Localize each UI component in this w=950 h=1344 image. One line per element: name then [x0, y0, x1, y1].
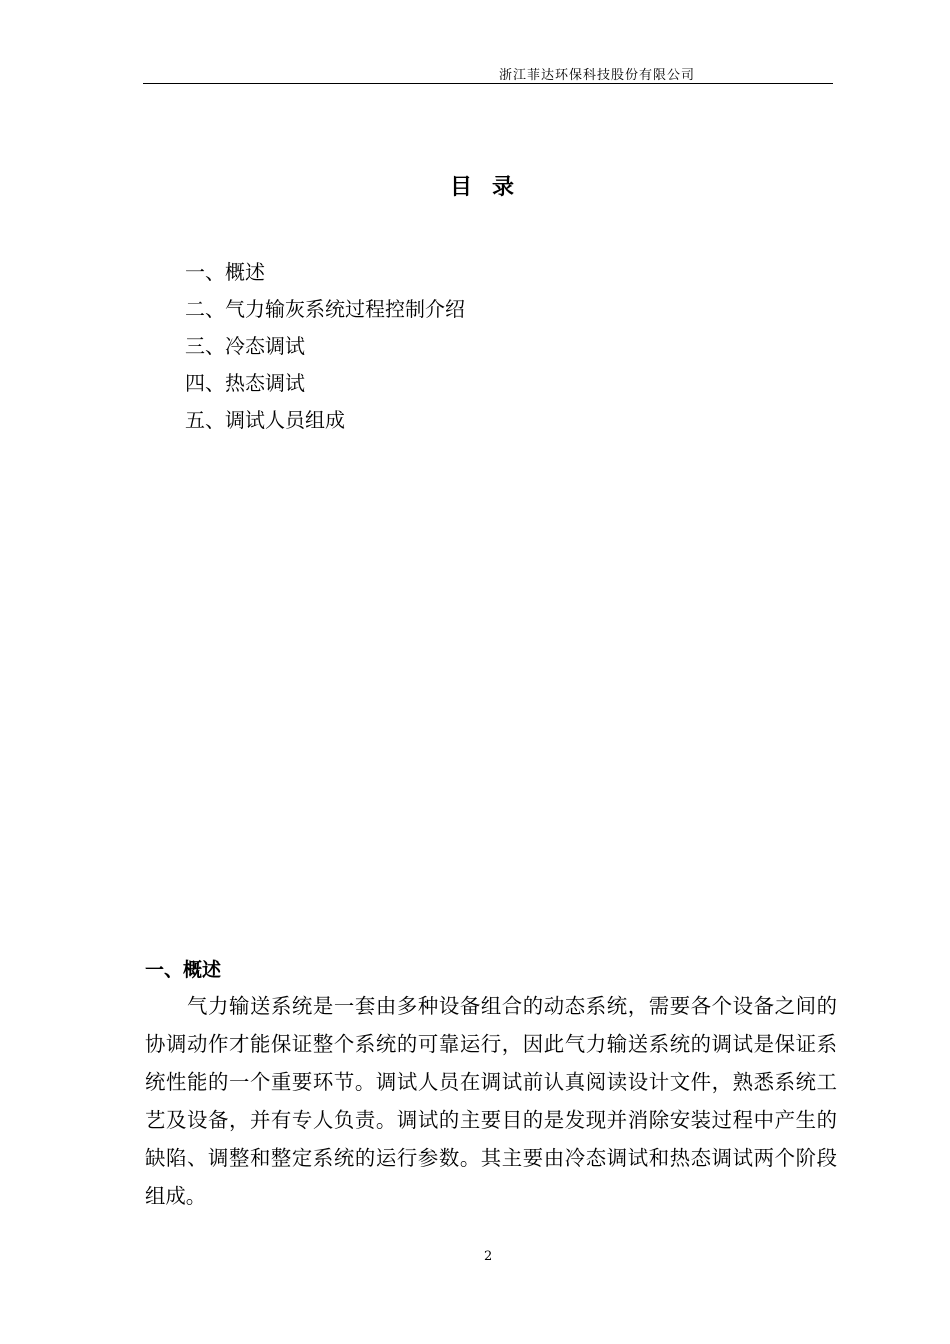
toc-item-process-control: 二、气力输灰系统过程控制介绍	[185, 297, 465, 321]
page-number: 2	[484, 1249, 493, 1264]
toc-item-personnel: 五、调试人员组成	[185, 408, 345, 432]
header-rule	[143, 83, 833, 84]
toc-list	[185, 257, 465, 442]
toc-item-cold-commissioning: 三、冷态调试	[185, 334, 305, 358]
toc-title: 目录	[450, 174, 535, 200]
section-body-overview: 气力输送系统是一套由多种设备组合的动态系统，需要各个设备之间的协调动作才能保证整个系统的可靠运行，因此气力输送系统的调试是保证系统性能的一个重要环节。调试人员在调试前认真阅读设计文件，熟悉系统工艺及设备，并有专人负责。调试的主要目的是发现并消除安装过程中产生的缺陷、调整和整定系统的运行参数。其主要由冷态调试和热态调试两个阶段组成。	[145, 994, 837, 1208]
toc-item-hot-commissioning: 四、热态调试	[185, 371, 305, 395]
toc-item-overview: 一、概述	[185, 260, 265, 284]
header-company-name: 浙江菲达环保科技股份有限公司	[499, 68, 696, 83]
section-heading-overview: 一、概述	[145, 959, 222, 981]
